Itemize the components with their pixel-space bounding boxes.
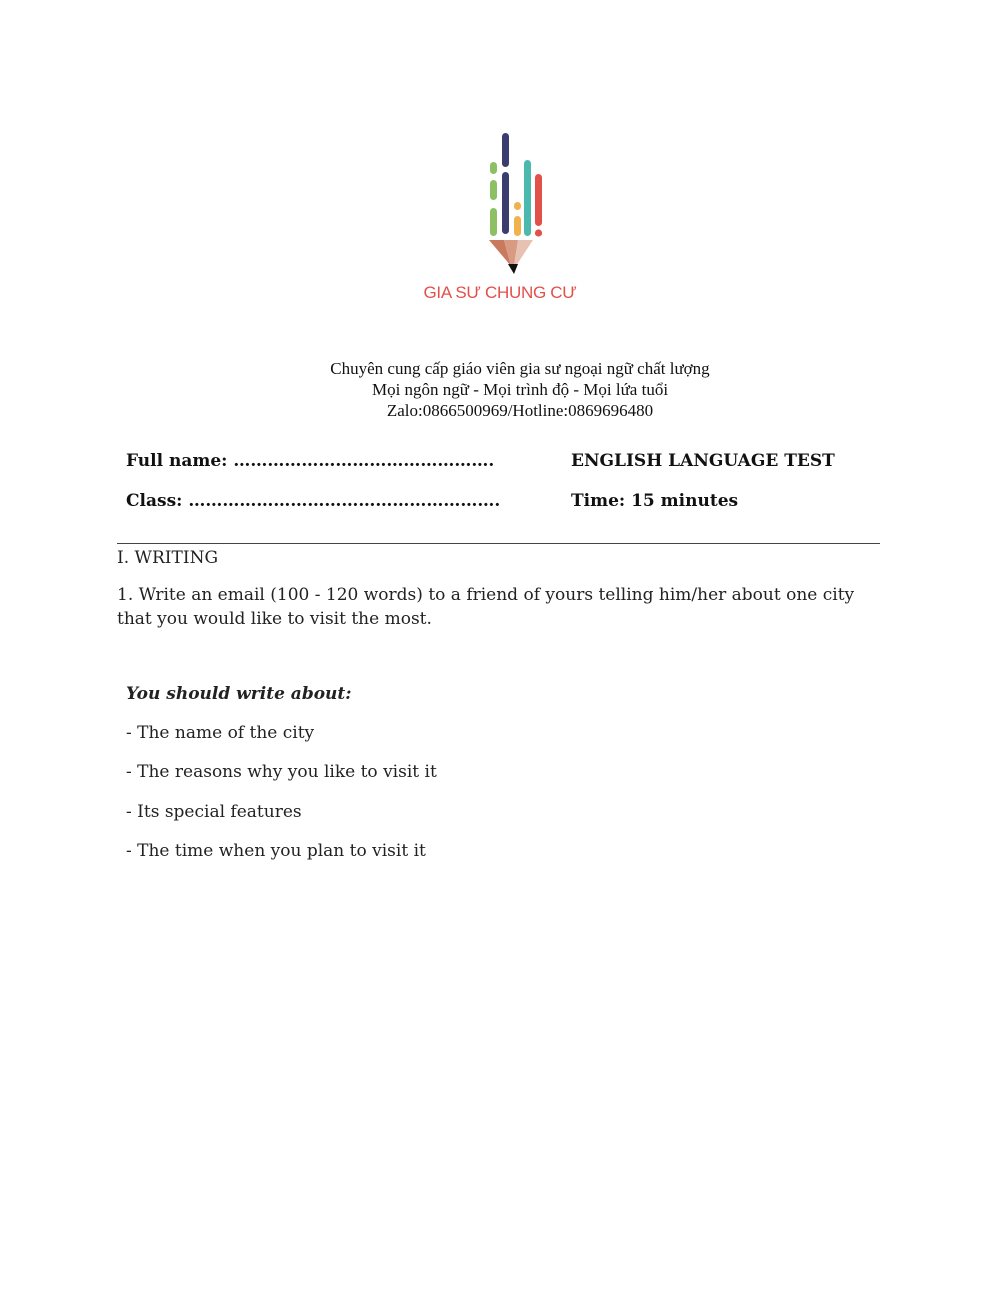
list-item: - The reasons why you like to visit it xyxy=(126,762,437,782)
question-text: 1. Write an email (100 - 120 words) to a friend of yours telling him/her about one city that you would like to visit the most. xyxy=(117,585,855,629)
class-field: Class: ………………………………………………. xyxy=(126,491,501,511)
list-item: - Its special features xyxy=(126,802,302,822)
full-name-field: Full name: ………………………………………. xyxy=(126,451,495,471)
list-item: - The name of the city xyxy=(126,723,315,743)
time-limit: Time: 15 minutes xyxy=(571,491,739,511)
section-heading: I. WRITING xyxy=(117,548,219,568)
brand-name: GIA SƯ CHUNG CƯ xyxy=(423,283,577,302)
tagline-contact: Zalo:0866500969/Hotline:0869696480 xyxy=(386,401,654,420)
divider xyxy=(117,543,880,544)
list-item: - The time when you plan to visit it xyxy=(126,841,426,861)
tagline-services: Chuyên cung cấp giáo viên gia sư ngoại ngữ chất lượng xyxy=(330,359,710,378)
guidance-heading: You should write about: xyxy=(126,684,352,704)
tagline-audience: Mọi ngôn ngữ - Mọi trình độ - Mọi lứa tuổi xyxy=(371,380,669,399)
pencil-logo-icon xyxy=(480,128,550,280)
test-title: ENGLISH LANGUAGE TEST xyxy=(571,451,835,471)
